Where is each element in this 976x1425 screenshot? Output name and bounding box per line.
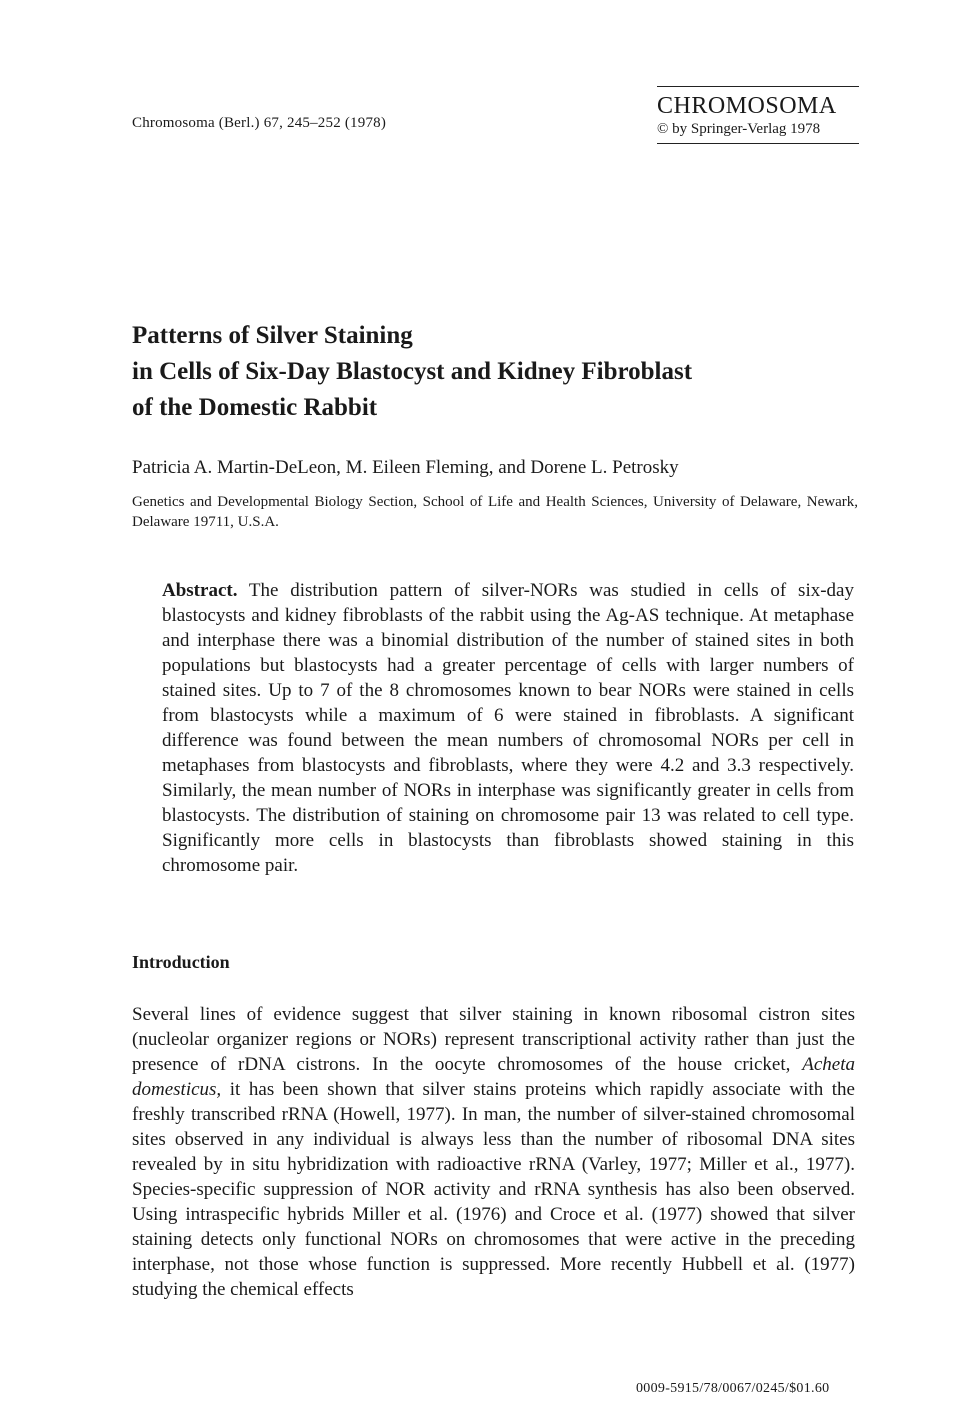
top-rule — [657, 86, 859, 87]
journal-reference: Chromosoma (Berl.) 67, 245–252 (1978) — [132, 115, 387, 131]
title-line: of the Domestic Rabbit — [132, 394, 378, 421]
abstract-text: The distribution pattern of silver-NORs was studied in cells of six-day blastocysts and kidney fibroblasts of the rabbit using the Ag-AS technique. At metaphase and interphase there was a binomial distribution of the number of stained sites in both populations but blastocysts had a greater percentage of cells with larger numbers of stained sites. Up to 7 of the 8 chromosomes known to bear NORs were stained in cells from blastocysts while a maximum of 6 were stained in fibroblasts. A significant difference was found between the mean numbers of chromosomal NORs per cell in metaphases from blastocysts and fibroblasts, where they were 4.2 and 3.3 respectively. Similarly, the mean number of NORs in interphase was significantly greater in cells from blastocysts. The distribution of staining on chromosome pair 13 was related to cell type. Significantly more cells in blastocysts than fibroblasts showed staining in this chromosome pair. — [162, 580, 854, 876]
abstract — [162, 578, 854, 878]
abstract-label: Abstract. — [162, 580, 238, 601]
journal-brand-box — [657, 86, 859, 144]
intro-text-part: it has been shown that silver stains proteins which rapidly associate with the freshly transcribed rRNA (Howell, 1977). In man, the number of silver-stained chromosomal sites observed in any individual is always less than the number of ribosomal DNA sites revealed by in situ hybridization with radioactive rRNA (Varley, 1977; Miller et al., 1977). Species-specific suppression of NOR activity and rRNA synthesis has also been observed. Using intraspecific hybrids Miller et al. (1976) and Croce et al. (1977) showed that silver staining detects only functional NORs on chromosomes that were active in the preceding interphase, not those whose function is suppressed. More recently Hubbell et al. (1977) studying the chemical effects — [132, 1079, 855, 1300]
intro-text-part: Several lines of evidence suggest that silver staining in known ribosomal cistron sites (nucleolar organizer regions or NORs) represent transcriptional activity rather than just the presence of rDNA cistrons. In the oocyte chromosomes of the house cricket, — [132, 1004, 855, 1075]
article-code: 0009-5915/78/0067/0245/$01.60 — [636, 1381, 830, 1396]
section-heading-introduction: Introduction — [132, 952, 230, 972]
introduction-paragraph — [132, 1002, 855, 1302]
bottom-rule — [657, 143, 859, 144]
journal-name: CHROMOSOMA — [657, 93, 837, 119]
title-line: Patterns of Silver Staining — [132, 322, 413, 349]
affiliation: Genetics and Developmental Biology Section, School of Life and Health Sciences, University of Delaware, Newark, Delaware 19711, U.S.A. — [132, 494, 858, 530]
copyright-line: © by Springer-Verlag 1978 — [657, 121, 821, 137]
species-name: Acheta domesticus, — [132, 1054, 855, 1100]
author-list: Patricia A. Martin-DeLeon, M. Eileen Fleming, and Dorene L. Petrosky — [132, 457, 679, 478]
article-title — [132, 318, 692, 426]
title-line: in Cells of Six-Day Blastocyst and Kidney Fibroblast — [132, 358, 693, 385]
